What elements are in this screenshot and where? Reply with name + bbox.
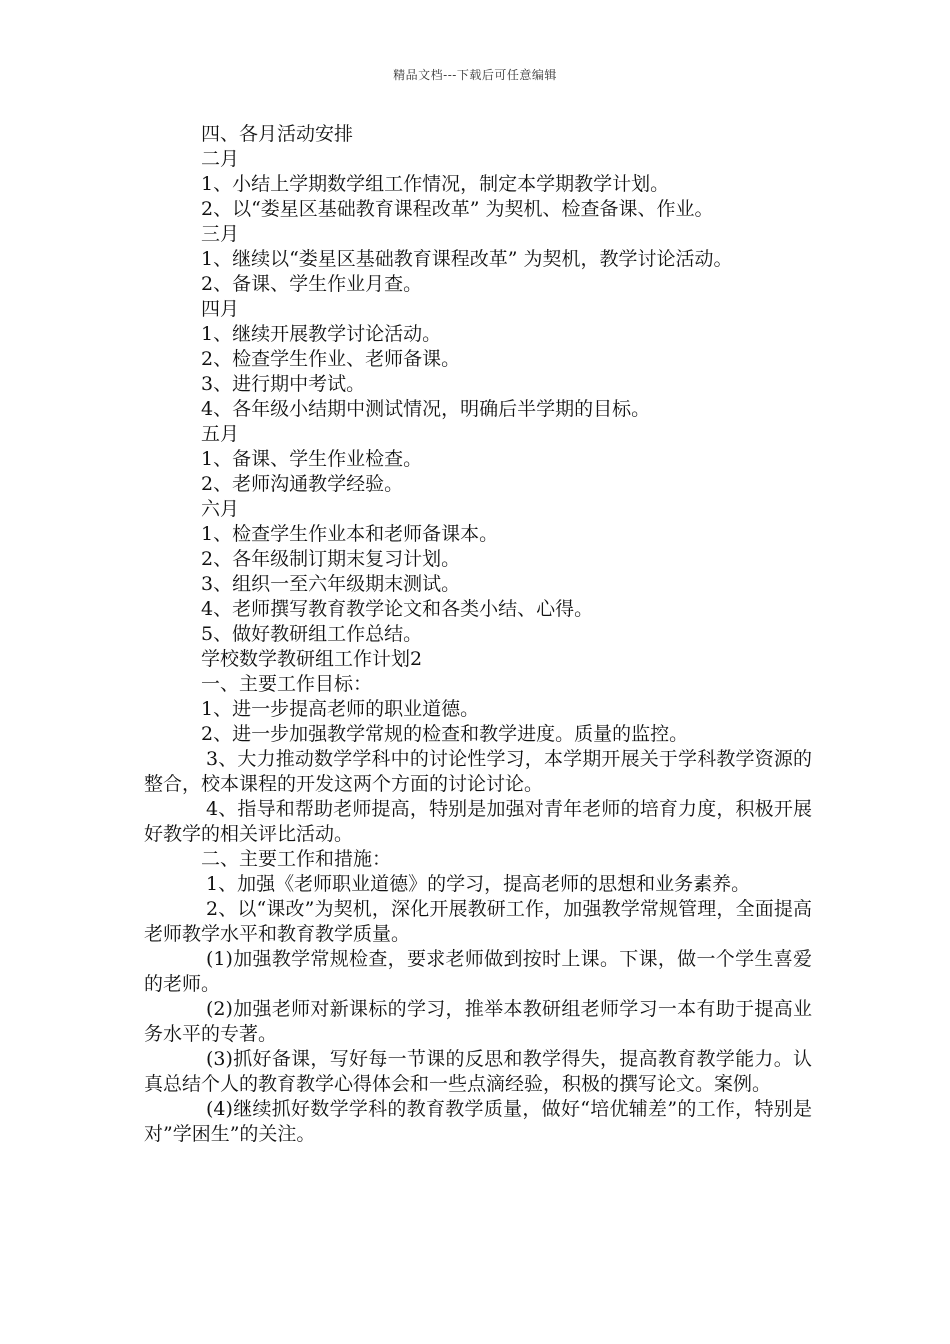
document-line: 1、继续以“娄星区基础教育课程改革” 为契机，教学讨论活动。 [201,248,733,270]
document-line: 六月 [201,498,240,520]
document-line: 四、各月活动安排 [201,123,354,145]
document-line: 2、各年级制订期末复习计划。 [201,548,461,570]
document-line: 2、进一步加强教学常规的检查和教学进度。质量的监控。 [201,723,689,745]
document-line: 1、继续开展教学讨论活动。 [201,323,442,345]
document-line: 3、进行期中考试。 [201,373,366,395]
document-line: 3、组织一至六年级期末测试。 [201,573,461,595]
document-line: 4、指导和帮助老师提高，特别是加强对青年老师的培育力度，积极开展好教学的相关评比活动。 [144,798,812,845]
document-line: 2、备课、学生作业月查。 [201,273,423,295]
document-line: 2、以“娄星区基础教育课程改革” 为契机、检查备课、作业。 [201,198,714,220]
document-line: 3、大力推动数学学科中的讨论性学习，本学期开展关于学科教学资源的整合，校本课程的开发这两个方面的讨论讨论。 [144,748,812,795]
document-line: 1、备课、学生作业检查。 [201,448,423,470]
document-line: 二月 [201,148,240,170]
document-line: 5、做好教研组工作总结。 [201,623,423,645]
document-line: 一、主要工作目标： [201,673,373,695]
document-line: 五月 [201,423,240,445]
document-line: 2、检查学生作业、老师备课。 [201,348,461,370]
document-line: 学校数学教研组工作计划2 [201,648,423,670]
document-line: (2)加强老师对新课标的学习，推举本教研组老师学习一本有助于提高业务水平的专著。 [144,998,812,1045]
document-line: 四月 [201,298,240,320]
document-body [144,122,812,1147]
document-line: 4、各年级小结期中测试情况，明确后半学期的目标。 [201,398,651,420]
document-line: 1、加强《老师职业道德》的学习，提高老师的思想和业务素养。 [206,873,751,895]
document-line: 1、检查学生作业本和老师备课本。 [201,523,499,545]
document-line: (3)抓好备课，写好每一节课的反思和教学得失，提高教育教学能力。认真总结个人的教育教学心得体会和一些点滴经验，积极的撰写论文。案例。 [144,1048,812,1095]
page-header: 精品文档---下载后可任意编辑 [393,68,557,82]
document-line: 1、进一步提高老师的职业道德。 [201,698,480,720]
document-line: 2、老师沟通教学经验。 [201,473,404,495]
document-line: 1、小结上学期数学组工作情况，制定本学期教学计划。 [201,173,670,195]
document-line: 三月 [201,223,240,245]
document-line: 4、老师撰写教育教学论文和各类小结、心得。 [201,598,594,620]
document-line: (4)继续抓好数学学科的教育教学质量，做好“培优辅差”的工作，特别是对”学困生”的关注。 [144,1098,812,1145]
document-line: (1)加强教学常规检查，要求老师做到按时上课。下课，做一个学生喜爱的老师。 [144,948,812,995]
document-line: 二、主要工作和措施： [201,848,392,870]
document-line: 2、以“课改”为契机，深化开展教研工作，加强教学常规管理，全面提高老师教学水平和教育教学质量。 [144,898,812,945]
